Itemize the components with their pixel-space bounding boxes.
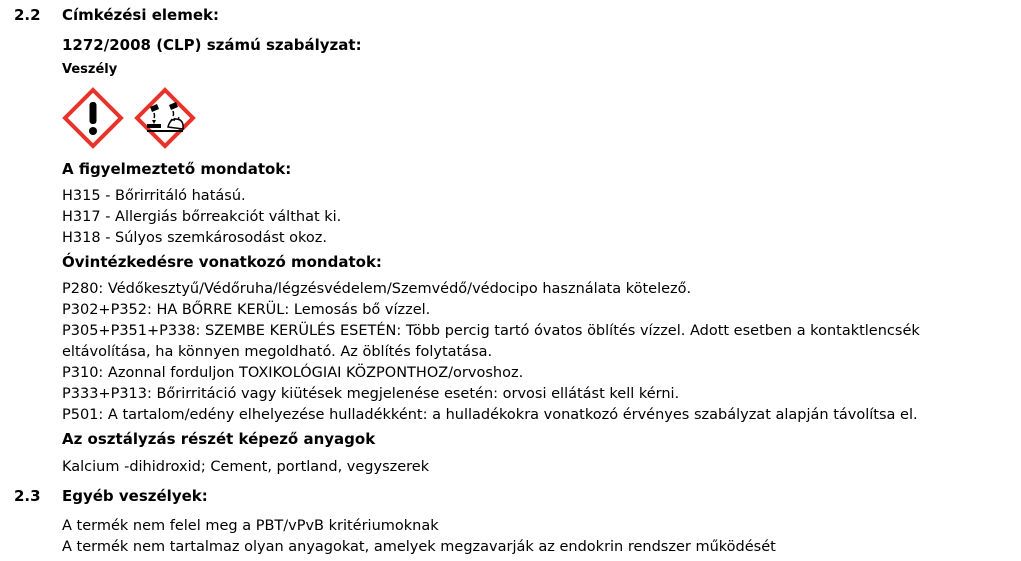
signal-word: Veszély — [62, 62, 118, 77]
precautionary-statement: P310: Azonnal forduljon TOXIKOLÓGIAI KÖZPONTHOZ/orvoshoz. — [62, 365, 524, 381]
components-heading: Az osztályzás részét képező anyagok — [62, 430, 376, 448]
other-hazards-line: A termék nem tartalmaz olyan anyagokat, amelyek megzavarják az endokrin rendszer működését — [62, 539, 776, 555]
hazard-statement: H318 - Súlyos szemkárosodást okoz. — [62, 230, 328, 246]
other-hazards-line: A termék nem felel meg a PBT/vPvB kritériumoknak — [62, 518, 439, 534]
precautionary-statement: P333+P313: Bőrirritáció vagy kiütések megjelenése esetén: orvosi ellátást kell kérni. — [62, 386, 680, 402]
hazard-statement: H315 - Bőrirritáló hatású. — [62, 188, 246, 204]
regulation-heading: 1272/2008 (CLP) számú szabályzat: — [62, 36, 362, 54]
exclamation-mark-icon — [62, 87, 124, 149]
section-2-2-number: 2.2 — [14, 6, 41, 24]
section-2-3-number: 2.3 — [14, 487, 41, 505]
section-2-3-title: Egyéb veszélyek: — [62, 487, 208, 505]
precautionary-statement: P280: Védőkesztyű/Védőruha/légzésvédelem/Szemvédő/védocipo használata kötelező. — [62, 281, 692, 297]
precautionary-statements-heading: Óvintézkedésre vonatkozó mondatok: — [62, 253, 382, 271]
hazard-statement: H317 - Allergiás bőrreakciót válthat ki. — [62, 209, 342, 225]
precautionary-statement: eltávolítása, ha könnyen megoldható. Az öblítés folytatása. — [62, 344, 493, 360]
corrosion-icon — [134, 87, 196, 149]
precautionary-statement: P305+P351+P338: SZEMBE KERÜLÉS ESETÉN: Több percig tartó óvatos öblítés vízzel. Adott esetben a kontaktlencsék — [62, 323, 920, 339]
precautionary-statement: P501: A tartalom/edény elhelyezése hulladékként: a hulladékokra vonatkozó érvényes szabályzat alapján távolítsa el. — [62, 407, 918, 423]
precautionary-statement: P302+P352: HA BŐRRE KERÜL: Lemosás bő vízzel. — [62, 302, 431, 318]
hazard-statements-heading: A figyelmeztető mondatok: — [62, 160, 292, 178]
section-2-2-title: Címkézési elemek: — [62, 6, 219, 24]
components-text: Kalcium -dihidroxid; Cement, portland, vegyszerek — [62, 459, 430, 475]
